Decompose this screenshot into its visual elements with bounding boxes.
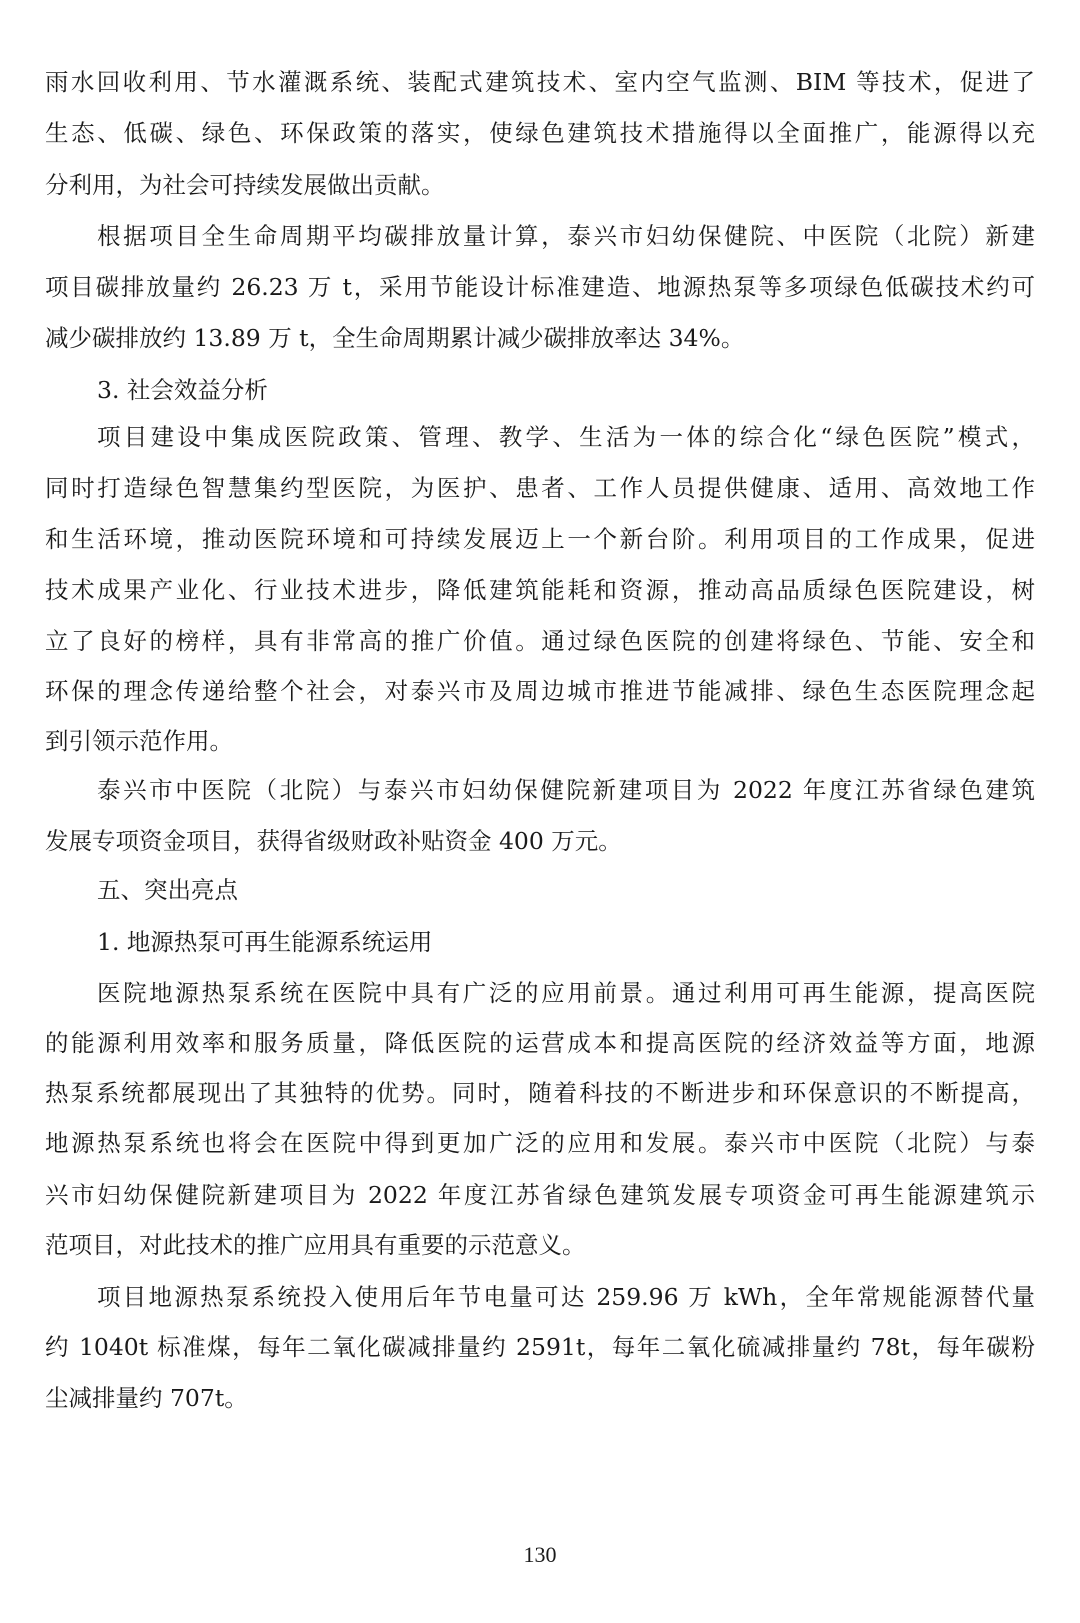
paragraph-line: 的能源利用效率和服务质量，降低医院的运营成本和提高医院的经济效益等方面，地源 [45, 1029, 1035, 1057]
paragraph-line: 发展专项资金项目，获得省级财政补贴资金 400 万元。 [45, 827, 622, 855]
paragraph-line: 根据项目全生命周期平均碳排放量计算，泰兴市妇幼保健院、中医院（北院）新建 [97, 222, 1035, 250]
paragraph-line: 热泵系统都展现出了其独特的优势。同时，随着科技的不断进步和环保意识的不断提高， [45, 1079, 1035, 1107]
paragraph-line: 项目建设中集成医院政策、管理、教学、生活为一体的综合化“绿色医院”模式， [97, 423, 1035, 451]
section-heading-highlights: 五、突出亮点 [97, 876, 238, 904]
paragraph-line: 约 1040t 标准煤，每年二氧化碳减排量约 2591t，每年二氧化硫减排量约 78t，每年碳粉 [45, 1333, 1035, 1361]
paragraph-line: 项目碳排放量约 26.23 万 t，采用节能设计标准建造、地源热泵等多项绿色低碳技术约可 [45, 273, 1035, 301]
paragraph-line: 医院地源热泵系统在医院中具有广泛的应用前景。通过利用可再生能源，提高医院 [97, 979, 1035, 1007]
paragraph-line: 地源热泵系统也将会在医院中得到更加广泛的应用和发展。泰兴市中医院（北院）与泰 [45, 1129, 1035, 1157]
paragraph-line: 技术成果产业化、行业技术进步，降低建筑能耗和资源，推动高品质绿色医院建设，树 [45, 576, 1035, 604]
paragraph-line: 环保的理念传递给整个社会，对泰兴市及周边城市推进节能减排、绿色生态医院理念起 [45, 677, 1035, 705]
paragraph-line: 同时打造绿色智慧集约型医院，为医护、患者、工作人员提供健康、适用、高效地工作 [45, 474, 1035, 502]
paragraph-line: 和生活环境，推动医院环境和可持续发展迈上一个新台阶。利用项目的工作成果，促进 [45, 525, 1035, 553]
subsection-heading-ground-source-heat-pump: 1. 地源热泵可再生能源系统运用 [97, 928, 433, 956]
paragraph-line: 项目地源热泵系统投入使用后年节电量可达 259.96 万 kWh，全年常规能源替代量 [97, 1283, 1035, 1311]
paragraph-line: 雨水回收利用、节水灌溉系统、装配式建筑技术、室内空气监测、BIM 等技术，促进了 [45, 68, 1035, 96]
paragraph-line: 生态、低碳、绿色、环保政策的落实，使绿色建筑技术措施得以全面推广，能源得以充 [45, 119, 1035, 147]
paragraph-line: 减少碳排放约 13.89 万 t，全生命周期累计减少碳排放率达 34%。 [45, 324, 745, 352]
paragraph-line: 范项目，对此技术的推广应用具有重要的示范意义。 [45, 1231, 586, 1259]
paragraph-line: 分利用，为社会可持续发展做出贡献。 [45, 171, 445, 199]
paragraph-line: 立了良好的榜样，具有非常高的推广价值。通过绿色医院的创建将绿色、节能、安全和 [45, 627, 1035, 655]
paragraph-line: 到引领示范作用。 [45, 727, 233, 755]
paragraph-line: 兴市妇幼保健院新建项目为 2022 年度江苏省绿色建筑发展专项资金可再生能源建筑示 [45, 1181, 1035, 1209]
section-heading-social-benefit: 3. 社会效益分析 [97, 376, 268, 404]
paragraph-line: 泰兴市中医院（北院）与泰兴市妇幼保健院新建项目为 2022 年度江苏省绿色建筑 [97, 776, 1035, 804]
page-number: 130 [523, 1542, 557, 1567]
paragraph-line: 尘减排量约 707t。 [45, 1384, 248, 1412]
